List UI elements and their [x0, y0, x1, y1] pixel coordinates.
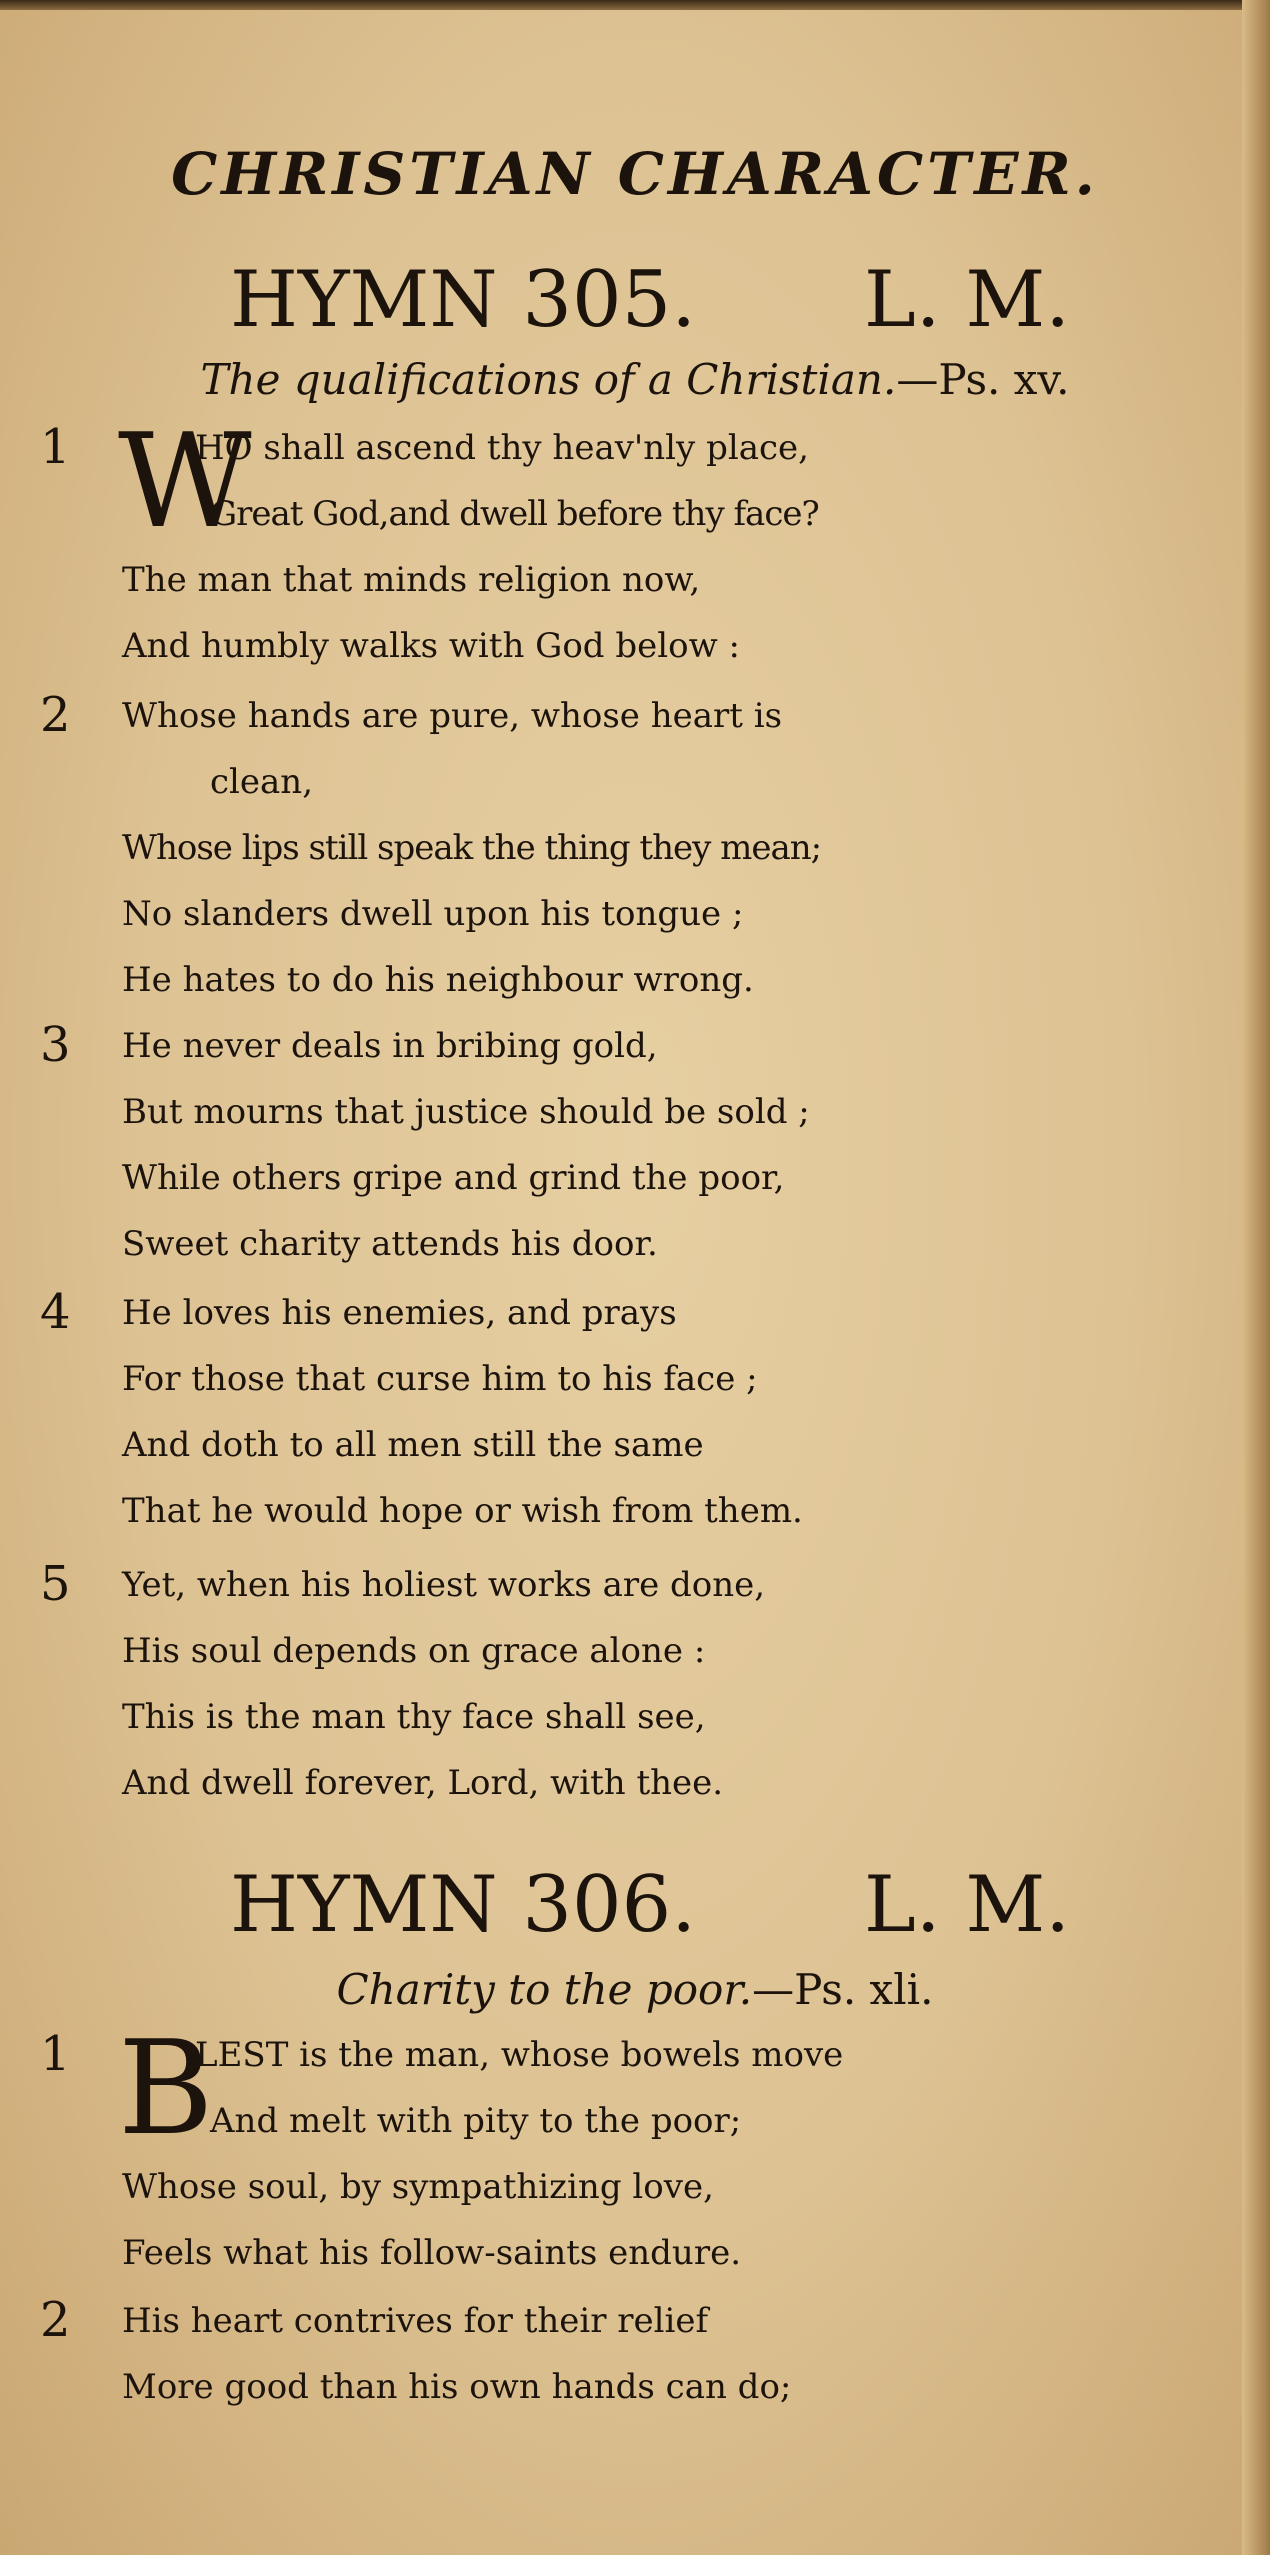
verse-line: And doth to all men still the same	[122, 1425, 704, 1465]
hymn-305-verse-3	[0, 1013, 1250, 1277]
hymn-306-verse-1	[0, 2012, 1250, 2286]
verse-line: This is the man thy face shall see,	[122, 1697, 706, 1737]
running-head: CHRISTIAN CHARACTER.	[171, 140, 1099, 208]
verse-number: 4	[40, 1284, 71, 1340]
verse-line: While others gripe and grind the poor,	[122, 1158, 785, 1198]
verse-number: 2	[40, 687, 71, 743]
hymn-305-verse-4	[0, 1280, 1250, 1544]
verse-line: No slanders dwell upon his tongue ;	[122, 894, 744, 934]
drop-cap: B	[118, 2012, 214, 2164]
verse-line: And humbly walks with God below :	[122, 626, 740, 666]
verse-line: And dwell forever, Lord, with thee.	[122, 1763, 724, 1803]
hymn-305-verse-2	[0, 683, 1250, 1013]
hymn-305-verse-1	[0, 405, 1250, 679]
verse-line: HO shall ascend thy heav'nly place,	[195, 428, 809, 468]
verse-line: Whose soul, by sympathizing love,	[122, 2167, 714, 2207]
verse-line: That he would hope or wish from them.	[122, 1491, 803, 1531]
verse-line: He loves his enemies, and prays	[122, 1293, 677, 1333]
verse-line: But mourns that justice should be sold ;	[122, 1092, 810, 1132]
scripture-reference: —Ps. xv.	[896, 355, 1070, 404]
verse-number: 1	[40, 419, 71, 475]
verse-line: He hates to do his neighbour wrong.	[122, 960, 754, 1000]
subtitle-text: The qualifications of a Christian.	[200, 355, 897, 404]
verse-line: The man that minds religion now,	[122, 560, 701, 600]
verse-number: 5	[40, 1556, 71, 1612]
drop-cap: W	[118, 405, 252, 557]
hymn-306-heading	[230, 1860, 1070, 1950]
hymn-meter: L. M.	[863, 1860, 1070, 1950]
verse-line: He never deals in bribing gold,	[122, 1026, 658, 1066]
verse-number: 1	[40, 2026, 71, 2082]
hymn-305-heading	[230, 255, 1070, 345]
verse-line: Yet, when his holiest works are done,	[122, 1565, 766, 1605]
verse-line: His heart contrives for their relief	[122, 2301, 709, 2341]
verse-number: 3	[40, 1017, 71, 1073]
hymn-meter: L. M.	[863, 255, 1070, 345]
verse-line: More good than his own hands can do;	[122, 2367, 792, 2407]
verse-line: For those that curse him to his face ;	[122, 1359, 758, 1399]
hymn-305-subtitle	[0, 355, 1270, 405]
hymn-306-subtitle	[0, 1965, 1270, 2015]
verse-number: 2	[40, 2292, 71, 2348]
subtitle-text: Charity to the poor.	[336, 1965, 753, 2014]
verse-line: And melt with pity to the poor;	[210, 2101, 742, 2141]
verse-line: LEST is the man, whose bowels move	[195, 2035, 844, 2075]
page-top-edge	[0, 0, 1270, 10]
scripture-reference: —Ps. xli.	[752, 1965, 934, 2014]
verse-line: His soul depends on grace alone :	[122, 1631, 706, 1671]
verse-line: Feels what his follow-saints endure.	[122, 2233, 742, 2273]
hymn-306-verse-2	[0, 2288, 1250, 2420]
verse-line: Whose hands are pure, whose heart is	[122, 696, 783, 736]
hymn-305-verse-5	[0, 1552, 1250, 1816]
verse-line: Whose lips still speak the thing they mean;	[122, 828, 822, 868]
verse-line: Sweet charity attends his door.	[122, 1224, 658, 1264]
verse-line: clean,	[210, 762, 314, 802]
hymn-number: HYMN 305.	[230, 255, 697, 345]
verse-line: Great God,and dwell before thy face?	[210, 494, 819, 534]
hymn-number: HYMN 306.	[230, 1860, 697, 1950]
